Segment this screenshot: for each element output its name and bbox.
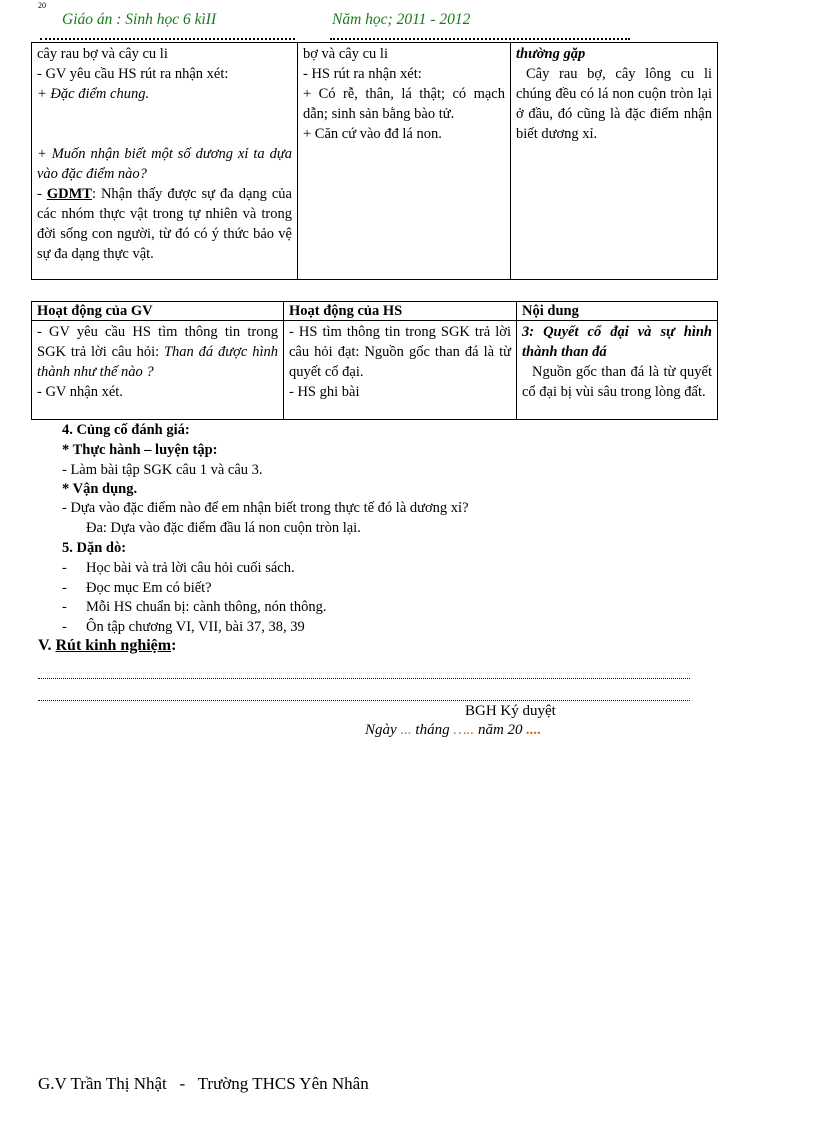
activity-table — [31, 301, 718, 420]
gv-line: cây rau bợ và cây cu li — [37, 46, 168, 62]
hs-line: bợ và cây cu li — [303, 46, 388, 62]
activity-table-continued — [31, 42, 718, 280]
section-v-title: Rút kinh nghiệm — [55, 637, 172, 654]
content-title: 3: Quyết cổ đại và sự hình thành than đá — [522, 324, 712, 360]
content-text: Cây rau bợ, cây lông cu li chúng đều có lá non cuộn tròn lại ở đầu, đó cũng là đặc điểm nhận biết dương xỉ. — [516, 66, 712, 142]
hs-line: + Có rễ, thân, lá thật; có mạch dẫn; sinh sản bằng bào tử. — [303, 86, 505, 122]
date-text: năm 20 — [474, 722, 527, 738]
notes-line — [38, 700, 690, 701]
date-blank: ….. — [453, 722, 475, 738]
section-v-number: V. — [38, 637, 52, 654]
gdmt-label: GDMT — [46, 186, 92, 202]
list-item-text: Mỗi HS chuẩn bị: cành thông, nón thông. — [86, 599, 327, 615]
header-rule — [40, 38, 295, 40]
hs-cell — [284, 321, 517, 420]
page-number: 20 — [38, 1, 46, 10]
gv-point: + Đặc điểm chung. — [37, 86, 150, 102]
section4-line2: - Dựa vào đặc điểm nào để em nhận biết trong thực tế đó là dương xỉ? — [62, 500, 469, 516]
col-header-gv: Hoạt động của GV — [32, 302, 284, 321]
content-text: Nguồn gốc than đá là từ quyết cổ đại bị vùi sâu trong lòng đất. — [522, 364, 712, 400]
content-title: thường gặp — [516, 46, 586, 62]
list-item-text: Học bài và trả lời câu hỏi cuối sách. — [86, 560, 295, 576]
hs-cell — [298, 43, 511, 280]
bgh-approval: BGH Ký duyệt — [465, 703, 556, 719]
hs-line: - HS rút ra nhận xét: — [303, 66, 422, 82]
date-line — [365, 722, 541, 739]
gv-note: - GV nhận xét. — [37, 384, 123, 400]
date-blank: ... — [400, 722, 412, 738]
hs-note: - HS ghi bài — [289, 384, 360, 400]
list-item: - — [62, 599, 67, 615]
gv-line — [37, 84, 292, 104]
content-cell — [517, 321, 718, 420]
notes-line — [38, 678, 690, 679]
gv-cell — [32, 321, 284, 420]
section4-sub1: * Thực hành – luyện tập: — [62, 442, 218, 458]
header-left: Giáo án : Sinh học 6 kìII — [62, 11, 217, 28]
hs-answer: - HS tìm thông tin trong SGK trả lời câu hỏi đạt: Nguồn gốc than đá là từ quyết cổ đại. — [289, 324, 511, 380]
section4-sub2: * Vận dụng. — [62, 481, 138, 497]
gv-cell — [32, 43, 298, 280]
col-header-content: Nội dung — [517, 302, 718, 321]
list-item-text: Đọc mục Em có biết? — [86, 580, 212, 596]
gv-instruction: - GV yêu cầu HS tìm thông tin trong SGK trả lời câu hỏi: — [37, 324, 278, 360]
gv-question: + Muốn nhận biết một số dương xỉ ta dựa vào đặc điểm nào? — [37, 146, 292, 182]
gdmt-text: : Nhận thấy được sự đa dạng của các nhóm thực vật trong tự nhiên và trong đời sống con người, từ đó có ý thức bảo vệ sự đa dạng thực vật. — [37, 186, 292, 262]
list-item: - — [62, 619, 67, 635]
date-blank: .... — [526, 722, 542, 738]
section5-title: 5. Dặn dò: — [62, 540, 127, 556]
section4-title: 4. Củng cố đánh giá: — [62, 422, 190, 438]
page-footer: G.V Trần Thị Nhật - Trường THCS Yên Nhân — [38, 1074, 369, 1093]
gv-text — [37, 322, 278, 382]
section-v-heading — [38, 637, 176, 655]
header-right: Năm học; 2011 - 2012 — [332, 11, 471, 28]
col-header-hs: Hoạt động của HS — [284, 302, 517, 321]
hs-line: + Căn cứ vào đđ lá non. — [303, 126, 442, 142]
content-cell — [511, 43, 718, 280]
date-text: Ngày — [365, 722, 401, 738]
gv-question: Than đá được hình thành như thế nào ? — [37, 344, 278, 380]
section4-line1: - Làm bài tập SGK câu 1 và câu 3. — [62, 462, 263, 478]
gv-line: - GV yêu cầu HS rút ra nhận xét: — [37, 66, 229, 82]
header-rule-right — [330, 38, 630, 40]
list-item-text: Ôn tập chương VI, VII, bài 37, 38, 39 — [86, 619, 305, 635]
section-v-colon: : — [171, 637, 177, 654]
list-item: - — [62, 580, 67, 596]
date-text: tháng — [411, 722, 454, 738]
gdmt-para: - GDMT: Nhận thấy được sự đa dạng của các nhóm thực vật trong tự nhiên và trong đời sống con người, từ đó có ý thức bảo vệ sự đa dạng thực vật. — [37, 186, 292, 262]
list-item: - — [62, 560, 67, 576]
section4-answer: Đa: Dựa vào đặc điểm đầu lá non cuộn tròn lại. — [86, 520, 361, 536]
